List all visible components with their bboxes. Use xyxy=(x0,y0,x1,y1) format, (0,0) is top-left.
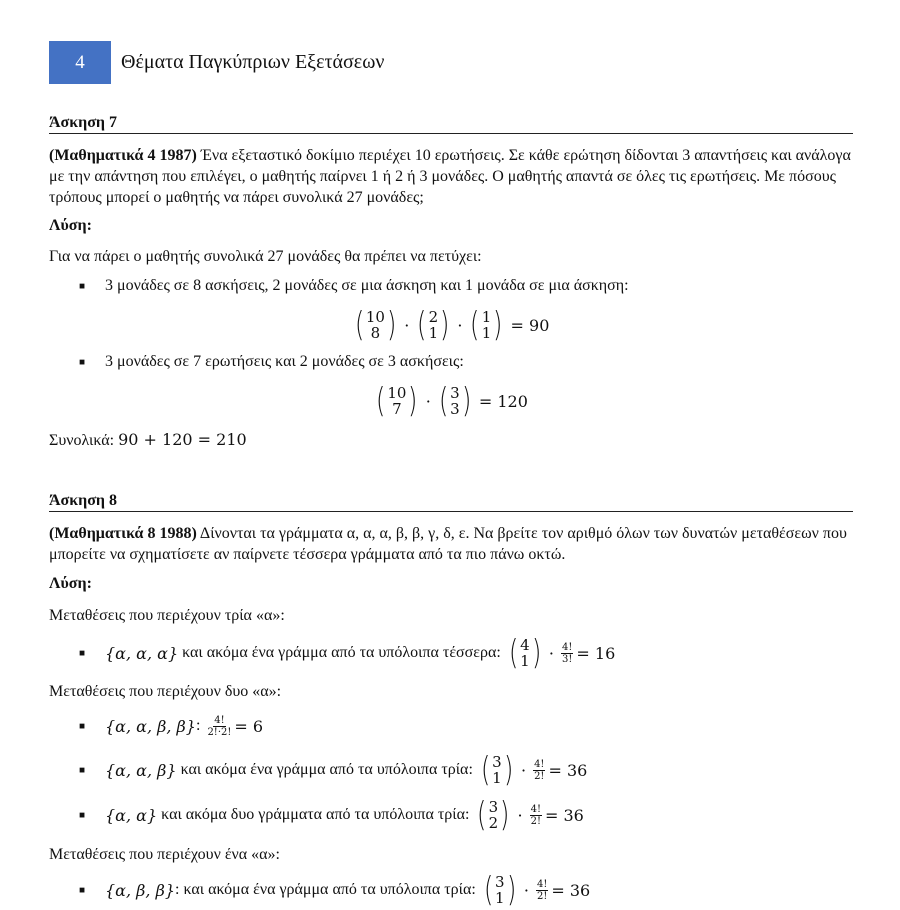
letter-set: {α, α, β} xyxy=(105,760,177,780)
fraction-numerator: 4! xyxy=(534,758,545,770)
fraction-numerator: 4! xyxy=(536,878,548,890)
dot-operator: · xyxy=(548,643,554,663)
binom-top: 3 xyxy=(492,753,502,771)
binom-bottom: 3 xyxy=(450,400,460,418)
fraction-denominator: 2!·2! xyxy=(207,726,232,738)
exercise-7-statement xyxy=(49,145,853,208)
binom-bottom: 2 xyxy=(488,814,499,832)
fraction-denominator: 2! xyxy=(536,890,548,902)
fraction xyxy=(536,879,548,902)
exercise-8-solution-label: Λύση: xyxy=(49,575,92,592)
binom-top: 3 xyxy=(450,384,460,402)
equation-result: = 36 xyxy=(544,805,584,825)
list-item xyxy=(79,353,859,371)
fraction xyxy=(561,642,573,665)
bullet-text: και ακόμα ένα γράμμα από τα υπόλοιπα τέσσερα: xyxy=(178,644,505,661)
math-equation-1 xyxy=(0,306,900,344)
equation-result: = 120 xyxy=(478,391,528,411)
binom-top: 3 xyxy=(488,798,499,816)
equation-result: = 16 xyxy=(576,643,616,663)
section-one-a: Μεταθέσεις που περιέχουν ένα «α»: xyxy=(49,846,280,863)
fraction xyxy=(533,759,545,782)
binomial: ( 3 1 ) xyxy=(480,750,513,790)
exercise-7-solution-label: Λύση: xyxy=(49,217,92,234)
exercise-7-source: (Μαθηματικά 4 1987) xyxy=(49,147,197,164)
list-item xyxy=(79,752,859,788)
binomial: ( 2 1 ) xyxy=(417,305,450,345)
binom-bottom: 1 xyxy=(520,652,530,670)
letter-set: {α, α, α} xyxy=(105,643,179,663)
dot-operator: · xyxy=(523,880,529,900)
exercise-7-intro: Για να πάρει ο μαθητής συνολικά 27 μονάδες θα πρέπει να πετύχει: xyxy=(49,248,482,265)
exercise-8-text: Δίνονται τα γράμματα α, α, α, β, β, γ, δ, ε. Να βρείτε τον αριθμό όλων των δυνατών μεταθέσεων που μπορείτε να σχηματίσετε αν παίρνετε τέσσερα γράμματα από τα πιο πάνω οκτώ. xyxy=(49,525,847,563)
binomial: ( 10 8 ) xyxy=(354,305,397,345)
fraction-numerator: 4! xyxy=(214,714,225,726)
bullet-text: : και ακόμα ένα γράμμα από τα υπόλοιπα τρία: xyxy=(175,881,480,898)
total-label: Συνολικά: xyxy=(49,432,119,449)
exercise-7-text: Ένα εξεταστικό δοκίμιο περιέχει 10 ερωτήσεις. Σε κάθε ερώτηση δίδονται 3 απαντήσεις και ανάλογα με την απάντηση που επιλέγει, ο μαθητής παίρνει 1 ή 2 ή 3 μονάδες. Ο μαθητής απαντά σε όλες τις ερωτήσεις. Με πόσους τρόπους μπορεί ο μαθητής να πάρει συνολικά 27 μονάδες; xyxy=(49,147,851,206)
list-item xyxy=(79,277,859,295)
binomial: ( 1 1 ) xyxy=(470,305,503,345)
binomial: ( 3 1 ) xyxy=(483,870,516,910)
binom-bottom: 7 xyxy=(392,400,402,418)
exercise-8-title: Άσκηση 8 xyxy=(49,491,853,512)
page-number-badge xyxy=(49,41,111,84)
fraction-numerator: 4! xyxy=(562,641,573,653)
binomial: ( 3 3 ) xyxy=(438,381,471,421)
list-item xyxy=(79,711,859,741)
bullet-square-icon: ■ xyxy=(79,809,86,821)
fraction-numerator: 4! xyxy=(530,803,541,815)
bullet-text: 3 μονάδες σε 8 ασκήσεις, 2 μονάδες σε μια άσκηση και 1 μονάδα σε μια άσκηση: xyxy=(105,277,629,294)
section-three-a: Μεταθέσεις που περιέχουν τρία «α»: xyxy=(49,607,285,624)
math-equation-2 xyxy=(0,382,900,420)
bullet-text: 3 μονάδες σε 7 ερωτήσεις και 2 μονάδες σε 3 ασκήσεις: xyxy=(105,353,464,370)
list-item xyxy=(79,635,859,671)
binom-top: 10 xyxy=(365,308,385,326)
letter-set: {α, α, β, β} xyxy=(105,716,196,736)
bullet-square-icon: ■ xyxy=(79,884,86,896)
letter-set: {α, β, β} xyxy=(105,880,176,900)
bullet-square-icon: ■ xyxy=(79,720,86,732)
binomial: ( 10 7 ) xyxy=(376,381,418,421)
page-header xyxy=(49,41,384,84)
dot-operator: · xyxy=(520,760,527,780)
exercise-7-title: Άσκηση 7 xyxy=(49,113,853,134)
binomial: ( 4 1 ) xyxy=(508,633,541,673)
binom-top: 3 xyxy=(495,873,505,891)
binom-bottom: 1 xyxy=(492,769,502,787)
exercise-7-total xyxy=(49,429,853,451)
fraction-denominator: 2! xyxy=(534,770,545,782)
fraction xyxy=(207,715,231,738)
bullet-text: : xyxy=(195,717,205,734)
section-two-a: Μεταθέσεις που περιέχουν δυο «α»: xyxy=(49,683,282,700)
binom-top: 2 xyxy=(428,308,439,326)
bullet-square-icon: ■ xyxy=(79,280,86,292)
binom-top: 10 xyxy=(387,384,407,402)
exercise-8-statement xyxy=(49,523,853,565)
binom-bottom: 1 xyxy=(428,324,439,342)
binom-bottom: 1 xyxy=(495,889,505,907)
equation-result: = 90 xyxy=(510,315,550,335)
equation-result: = 36 xyxy=(551,880,591,900)
bullet-square-icon: ■ xyxy=(79,764,86,776)
header-title: Θέματα Παγκύπριων Εξετάσεων xyxy=(121,51,385,73)
fraction-denominator: 2! xyxy=(530,815,541,827)
total-math: 90 + 120 = 210 xyxy=(118,430,247,449)
bullet-square-icon: ■ xyxy=(79,647,86,659)
list-item xyxy=(79,797,859,833)
binom-top: 1 xyxy=(481,308,492,326)
fraction xyxy=(530,804,542,827)
bullet-text: και ακόμα ένα γράμμα από τα υπόλοιπα τρία: xyxy=(176,761,477,778)
page-number: 4 xyxy=(75,51,85,73)
dot-operator: · xyxy=(425,391,431,411)
exercise-8-source: (Μαθηματικά 8 1988) xyxy=(49,525,197,542)
equation-result: = 36 xyxy=(548,760,588,780)
binom-bottom: 8 xyxy=(370,324,381,342)
binomial: ( 3 2 ) xyxy=(477,795,510,835)
dot-operator: · xyxy=(404,315,410,335)
letter-set: {α, α} xyxy=(105,805,158,825)
bullet-square-icon: ■ xyxy=(79,356,86,368)
dot-operator: · xyxy=(457,315,463,335)
bullet-text: και ακόμα δυο γράμματα από τα υπόλοιπα τρία: xyxy=(157,806,474,823)
list-item xyxy=(79,872,859,908)
binom-top: 4 xyxy=(520,636,530,654)
equation-result: = 6 xyxy=(234,716,264,736)
dot-operator: · xyxy=(517,805,523,825)
binom-bottom: 1 xyxy=(481,324,492,342)
fraction-denominator: 3! xyxy=(562,653,573,665)
